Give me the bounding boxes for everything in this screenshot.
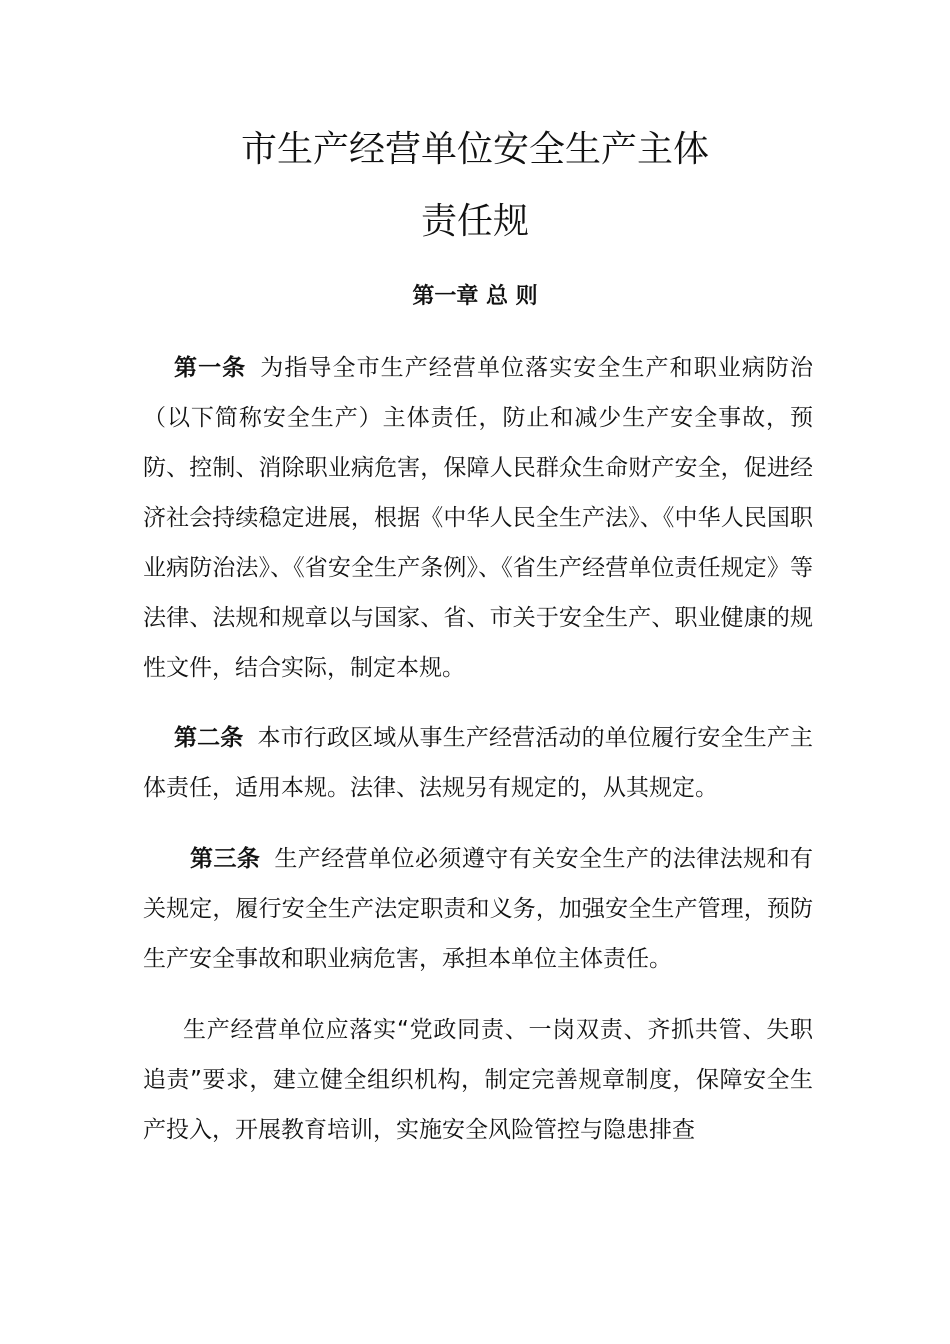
article-2 bbox=[143, 713, 813, 813]
article-3-label: 第三条 bbox=[190, 846, 261, 872]
paragraph-4: 生产经营单位应落实“党政同责、一岗双责、齐抓共管、失职追责”要求，建立健全组织机构，制定完善规章制度，保障安全生产投入，开展教育培训，实施安全风险管控与隐患排查 bbox=[143, 1017, 813, 1143]
chapter-heading: 第一章 总 则 bbox=[412, 284, 538, 309]
article-3-text: 生产经营单位必须遵守有关安全生产的法律法规和有关规定，履行安全生产法定职责和义务，加强安全生产管理，预防生产安全事故和职业病危害，承担本单位主体责任。 bbox=[143, 846, 814, 972]
article-1 bbox=[143, 343, 813, 693]
article-2-label: 第二条 bbox=[174, 725, 244, 751]
article-1-text: 为指导全市生产经营单位落实安全生产和职业病防治（以下简称安全生产）主体责任，防止和减少生产安全事故，预防、控制、消除职业病危害，保障人民群众生命财产安全，促进经济社会持续稳定进展，根据《中华人民全生产法》、《中华人民国职业病防治法》、《省安全生产条例》、《省生产经营单位责任规定》等法律、法规和规章以与国家、省、市关于安全生产、职业健康的规性文件，结合实际，制定本规。 bbox=[143, 355, 814, 681]
document-title-line-1: 市生产经营单位安全生产主体 bbox=[240, 129, 709, 170]
article-2-text: 本市行政区域从事生产经营活动的单位履行安全生产主体责任，适用本规。法律、法规另有规定的，从其规定。 bbox=[143, 725, 814, 801]
document-title-line-2: 责任规 bbox=[420, 201, 529, 242]
article-3 bbox=[143, 834, 813, 984]
article-1-label: 第一条 bbox=[174, 355, 247, 381]
